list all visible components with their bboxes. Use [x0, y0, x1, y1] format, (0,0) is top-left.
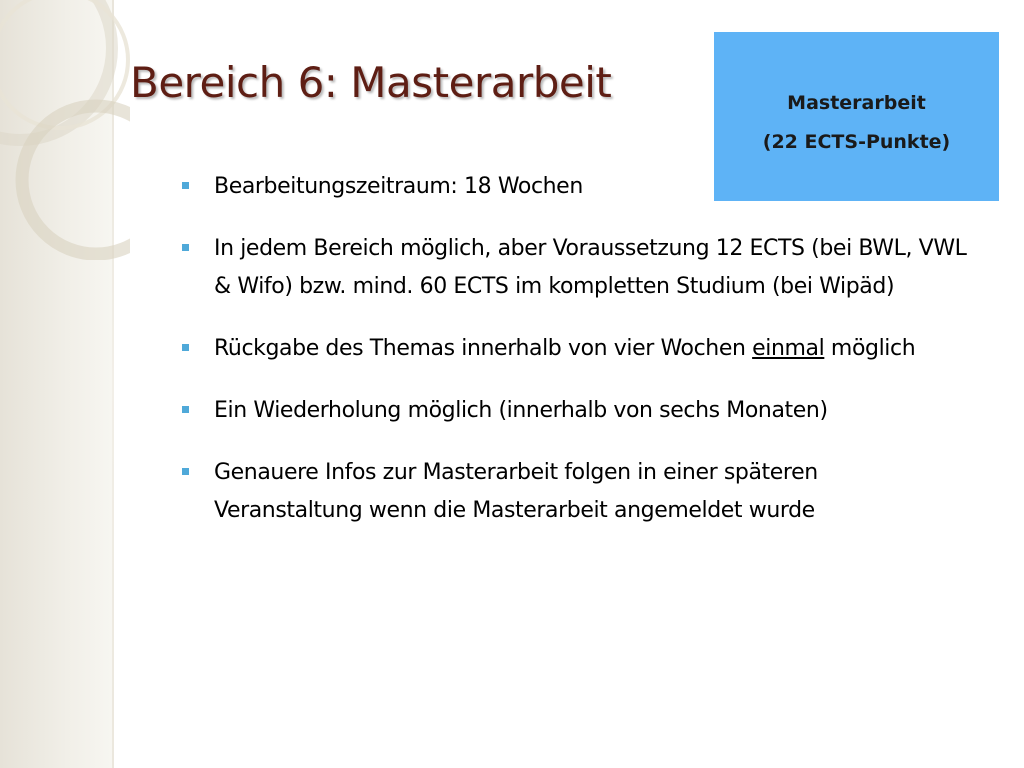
- bullet-square-icon: [182, 344, 189, 351]
- underlined-word: einmal: [752, 336, 825, 361]
- bullet-item: [178, 454, 968, 530]
- bullet-text-after: möglich: [824, 336, 916, 361]
- bullet-text: In jedem Bereich möglich, aber Voraussetzung 12 ECTS (bei BWL, VWL & Wifo) bzw. mind. 60 ECTS im kompletten Studium (bei Wipäd): [214, 236, 967, 299]
- bullet-square-icon: [182, 182, 189, 189]
- bullet-square-icon: [182, 244, 189, 251]
- decorative-rings: [0, 0, 130, 260]
- bullet-text: Ein Wiederholung möglich (innerhalb von sechs Monaten): [214, 398, 828, 423]
- bullet-item: [178, 392, 968, 430]
- bullet-list: [178, 168, 968, 554]
- info-box-line1: Masterarbeit: [787, 92, 926, 114]
- bullet-text: Bearbeitungszeitraum: 18 Wochen: [214, 174, 583, 199]
- bullet-text: Genauere Infos zur Masterarbeit folgen in einer späteren Veranstaltung wenn die Masterarbeit angemeldet wurde: [214, 460, 818, 523]
- slide-title: Bereich 6: Masterarbeit: [130, 58, 612, 107]
- bullet-item: [178, 330, 968, 368]
- bullet-text-before: Rückgabe des Themas innerhalb von vier Wochen: [214, 336, 753, 361]
- bullet-square-icon: [182, 406, 189, 413]
- info-box-line2: (22 ECTS-Punkte): [762, 131, 951, 153]
- bullet-square-icon: [182, 468, 189, 475]
- bullet-item: [178, 168, 968, 206]
- bullet-item: [178, 230, 968, 306]
